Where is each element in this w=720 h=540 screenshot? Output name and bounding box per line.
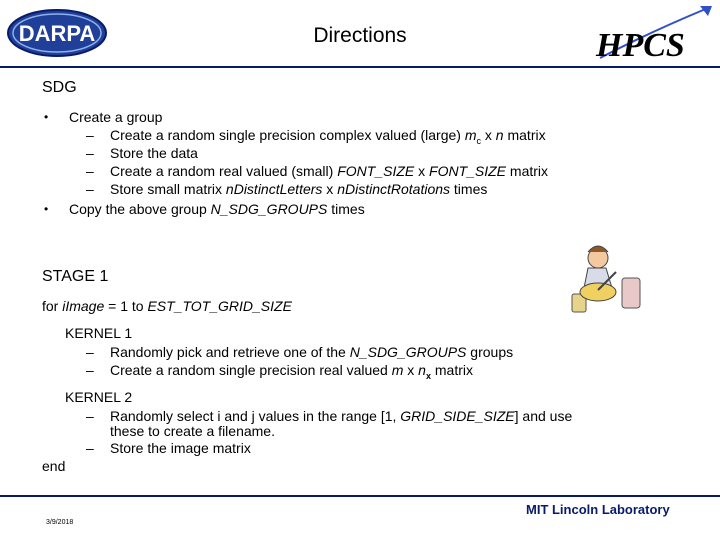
- page-title: Directions: [313, 24, 407, 47]
- sdg-bullet-create-group: Create a group: [69, 109, 163, 125]
- kernel2-heading: KERNEL 2: [65, 389, 133, 405]
- bullet-icon: •: [44, 110, 49, 124]
- dash-icon: –: [86, 145, 94, 161]
- header-divider: [0, 66, 720, 68]
- kernel1-sub-pick-group: Randomly pick and retrieve one of the N_SDG_GROUPS groups: [110, 344, 514, 360]
- footer-date: 3/9/2018: [46, 519, 74, 526]
- dash-icon: –: [86, 408, 94, 424]
- sdg-sub-store-data: Store the data: [110, 145, 198, 161]
- kernel2-sub-select-ij-line2: these to create a filename.: [110, 423, 275, 439]
- sdg-sub-real-matrix: Create a random real valued (small) FONT_SIZE x FONT_SIZE matrix: [110, 163, 549, 179]
- dash-icon: –: [86, 127, 94, 143]
- end-keyword: end: [42, 458, 66, 474]
- dash-icon: –: [86, 181, 94, 197]
- stage-heading: STAGE 1: [42, 268, 109, 285]
- sdg-sub-complex-matrix: Create a random single precision complex valued (large) $m_c$ x n matrix: [110, 127, 546, 146]
- kernel1-heading: KERNEL 1: [65, 325, 133, 341]
- dash-icon: –: [86, 163, 94, 179]
- dash-icon: –: [86, 440, 94, 456]
- dash-icon: –: [86, 344, 94, 360]
- dash-icon: –: [86, 362, 94, 378]
- svg-text:DARPA: DARPA: [18, 21, 96, 46]
- kernel1-sub-create-matrix: Create a random single precision real valued m x $n_x$ matrix: [110, 362, 473, 381]
- sdg-bullet-copy-group: Copy the above group N_SDG_GROUPS times: [69, 201, 365, 217]
- svg-text:HPCS: HPCS: [596, 27, 685, 64]
- for-loop-line: for iImage = 1 to EST_TOT_GRID_SIZE: [42, 298, 292, 314]
- kernel2-sub-select-ij: Randomly select i and j values in the range [1, GRID_SIDE_SIZE] and use: [110, 408, 573, 424]
- kernel2-sub-store-image: Store the image matrix: [110, 440, 251, 456]
- footer-divider: [0, 495, 720, 497]
- cook-illustration: [566, 238, 646, 318]
- bullet-icon: •: [44, 202, 49, 216]
- sdg-sub-store-small-matrix: Store small matrix nDistinctLetters x nDistinctRotations times: [110, 181, 488, 197]
- footer-lab-name: MIT Lincoln Laboratory: [526, 502, 670, 517]
- sdg-heading: SDG: [42, 79, 77, 96]
